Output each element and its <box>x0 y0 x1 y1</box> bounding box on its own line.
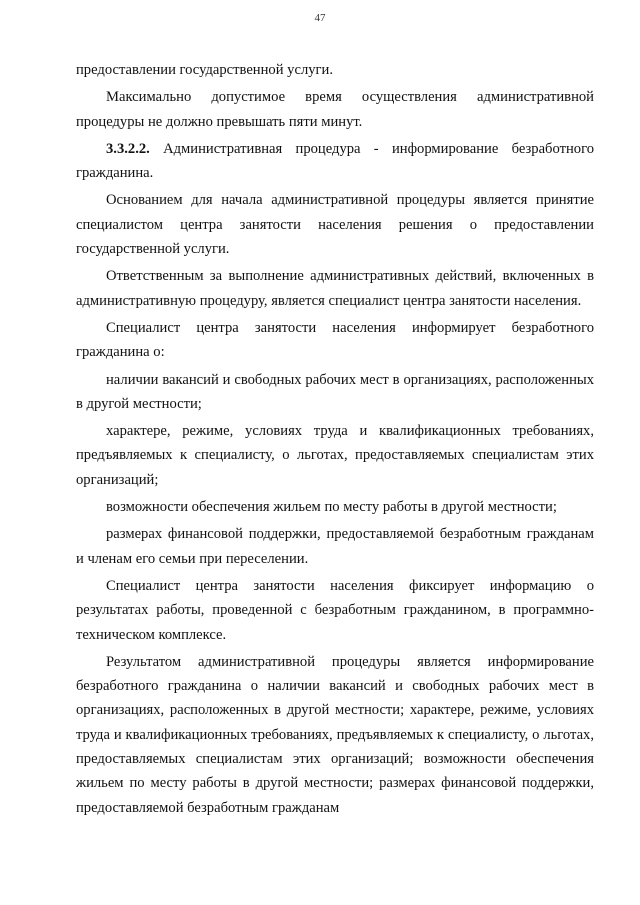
paragraph-basis: Основанием для начала административной процедуры является принятие специалистом центра занятости населения решения о предоставлении государственной услуги. <box>76 192 594 258</box>
paragraph-continuation: предоставлении государственной услуги. <box>76 62 333 78</box>
list-item-conditions: характере, режиме, условиях труда и квалификационных требованиях, предъявляемых к специалисту, о льготах, предоставляемых специалистам этих организаций; <box>76 423 594 488</box>
paragraph-result: Результатом административной процедуры является информирование безработного гражданина о наличии вакансий и свободных рабочих мест в организациях, расположенных в другой местности; характере, режиме, условиях труда и квалификационных требованиях, предъявляемых к специалисту, о льготах, предоставляемых специалистам этих организаций; возможности обеспечения жильем по месту работы в другой местности; размерах финансовой поддержки, предоставляемой безработным гражданам <box>76 653 594 816</box>
paragraph-responsible: Ответственным за выполнение административных действий, включенных в административную процедуру, является специалист центра занятости населения. <box>76 268 594 309</box>
document-body <box>76 58 594 820</box>
list-item-housing: возможности обеспечения жильем по месту работы в другой местности; <box>106 499 557 516</box>
paragraph-max-time: Максимально допустимое время осуществления административной процедуры не должно превышать пяти минут. <box>76 89 594 130</box>
section-number: 3.3.2.2. <box>106 140 150 157</box>
paragraph-section-heading <box>76 137 594 186</box>
section-title: Административная процедура - информирование безработного гражданина. <box>76 140 594 182</box>
paragraph-records: Специалист центра занятости населения фиксирует информацию о результатах работы, проведенной с безработным гражданином, в программно-техническом комплексе. <box>76 577 594 643</box>
list-item-financial-support: размерах финансовой поддержки, предоставляемой безработным гражданам и членам его семьи при переселении. <box>76 526 594 567</box>
list-item-vacancies: наличии вакансий и свободных рабочих мест в организациях, расположенных в другой местности; <box>76 371 594 412</box>
paragraph-informs: Специалист центра занятости населения информирует безработного гражданина о: <box>76 319 594 361</box>
page-number: 47 <box>314 12 326 24</box>
